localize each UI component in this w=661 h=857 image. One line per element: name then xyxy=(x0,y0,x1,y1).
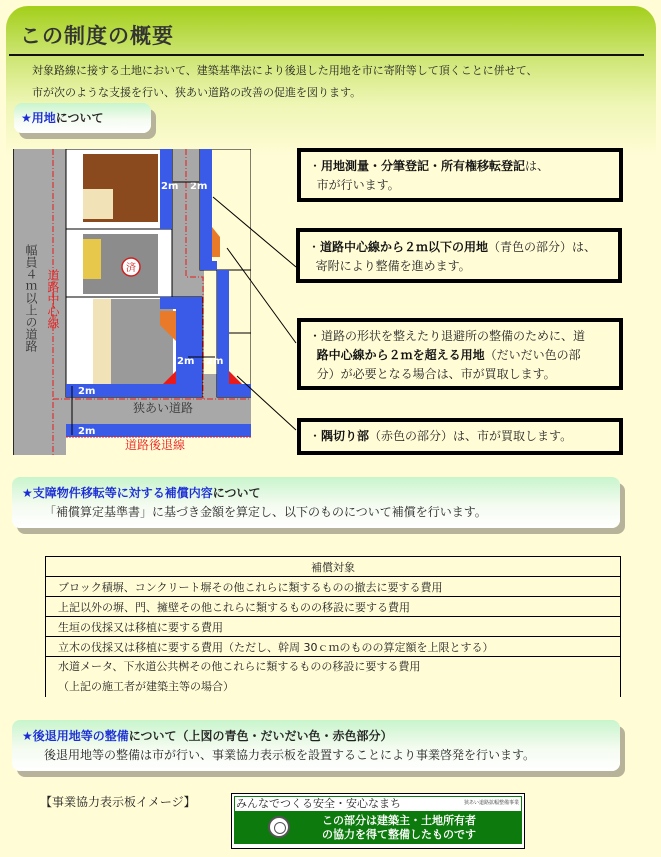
star-icon: ★ xyxy=(22,729,33,743)
section-compensation-heading xyxy=(12,477,620,528)
city-emblem-icon xyxy=(268,816,290,838)
section-title: ★支障物件移転等に対する補償内容について xyxy=(22,486,261,500)
sign-header xyxy=(234,796,522,811)
section-description: 後退用地等の整備は市が行い、事業協力表示板を設置することにより事業啓発を行います。 xyxy=(44,748,536,762)
svg-text:幅員４ｍ以上の道路: 幅員４ｍ以上の道路 xyxy=(24,244,38,352)
intro-line: 市が次のような支援を行い、狭あい道路の改善の促進を図ります。 xyxy=(32,86,362,99)
callout-donation: ・道路中心線から２ｍ以下の用地（青色の部分）は、 寄附により整備を進めます。 xyxy=(296,228,622,283)
page-title: この制度の概要 xyxy=(20,24,174,48)
star-icon: ★ xyxy=(21,111,32,125)
table-row: 上記以外の塀、門、擁壁その他これらに類するものの移設に要する費用 xyxy=(46,597,621,617)
table-header: 補償対象 xyxy=(46,557,621,577)
section-title: ★用地について xyxy=(21,111,104,125)
sign-message-panel: この部分は建築主・土地所有者 の協力を得て整備したものです xyxy=(234,811,522,844)
svg-text:2m: 2m xyxy=(206,356,224,367)
section-title: ★後退用地等の整備について（上図の青色・だいだい色・赤色部分） xyxy=(22,729,393,743)
callout-corner-cut: ・隅切り部（赤色の部分）は、市が買取します。 xyxy=(297,418,623,455)
table-row: ブロック積塀、コンクリート塀その他これらに類するものの撤去に要する費用 xyxy=(46,577,621,597)
section-description: 「補償算定基準書」に基づき金額を算定し、以下のものについて補償を行います。 xyxy=(44,505,487,519)
svg-text:狭あい道路: 狭あい道路 xyxy=(133,401,194,415)
sign-image-label: 【事業協力表示板イメージ】 xyxy=(40,795,196,809)
sign-project-name: 狭あい道路拡幅整備事業 xyxy=(463,800,519,806)
callout-purchase-orange: ・道路の形状を整えたり退避所の整備のために、道 路中心線から２ｍを超える用地（だいだい色の部 分）が必要となる場合は、市が買取します。 xyxy=(297,318,623,390)
svg-text:2m: 2m xyxy=(161,181,179,192)
callout-survey: ・用地測量・分筆登記・所有権移転登記は、 市が行います。 xyxy=(297,148,623,202)
svg-text:2m: 2m xyxy=(78,386,96,397)
svg-text:済: 済 xyxy=(126,263,136,274)
svg-text:道路中心線: 道路中心線 xyxy=(46,269,60,329)
svg-text:2m: 2m xyxy=(78,426,96,437)
svg-text:2m: 2m xyxy=(190,181,208,192)
cooperation-sign-image xyxy=(231,793,525,849)
compensation-table xyxy=(45,556,621,697)
table-row: 生垣の伐採又は移植に要する費用 xyxy=(46,617,621,637)
sign-slogan: みんなでつくる安全・安心なまち xyxy=(236,797,401,810)
table-row: 水道メータ、下水道公共桝その他これらに類するものの移設に要する費用 （上記の施工者が建築主等の場合） xyxy=(46,657,621,698)
star-icon: ★ xyxy=(22,486,33,500)
svg-text:2m: 2m xyxy=(177,356,195,367)
section-maintenance-heading xyxy=(12,720,620,771)
table-row: 立木の伐採又は移植に要する費用（ただし、幹周 30ｃｍのものの算定額を上限とする） xyxy=(46,637,621,657)
intro-line: 対象路線に接する土地において、建築基準法により後退した用地を市に寄附等して頂くことに併せて、 xyxy=(32,64,538,77)
svg-text:道路後退線: 道路後退線 xyxy=(125,438,186,452)
